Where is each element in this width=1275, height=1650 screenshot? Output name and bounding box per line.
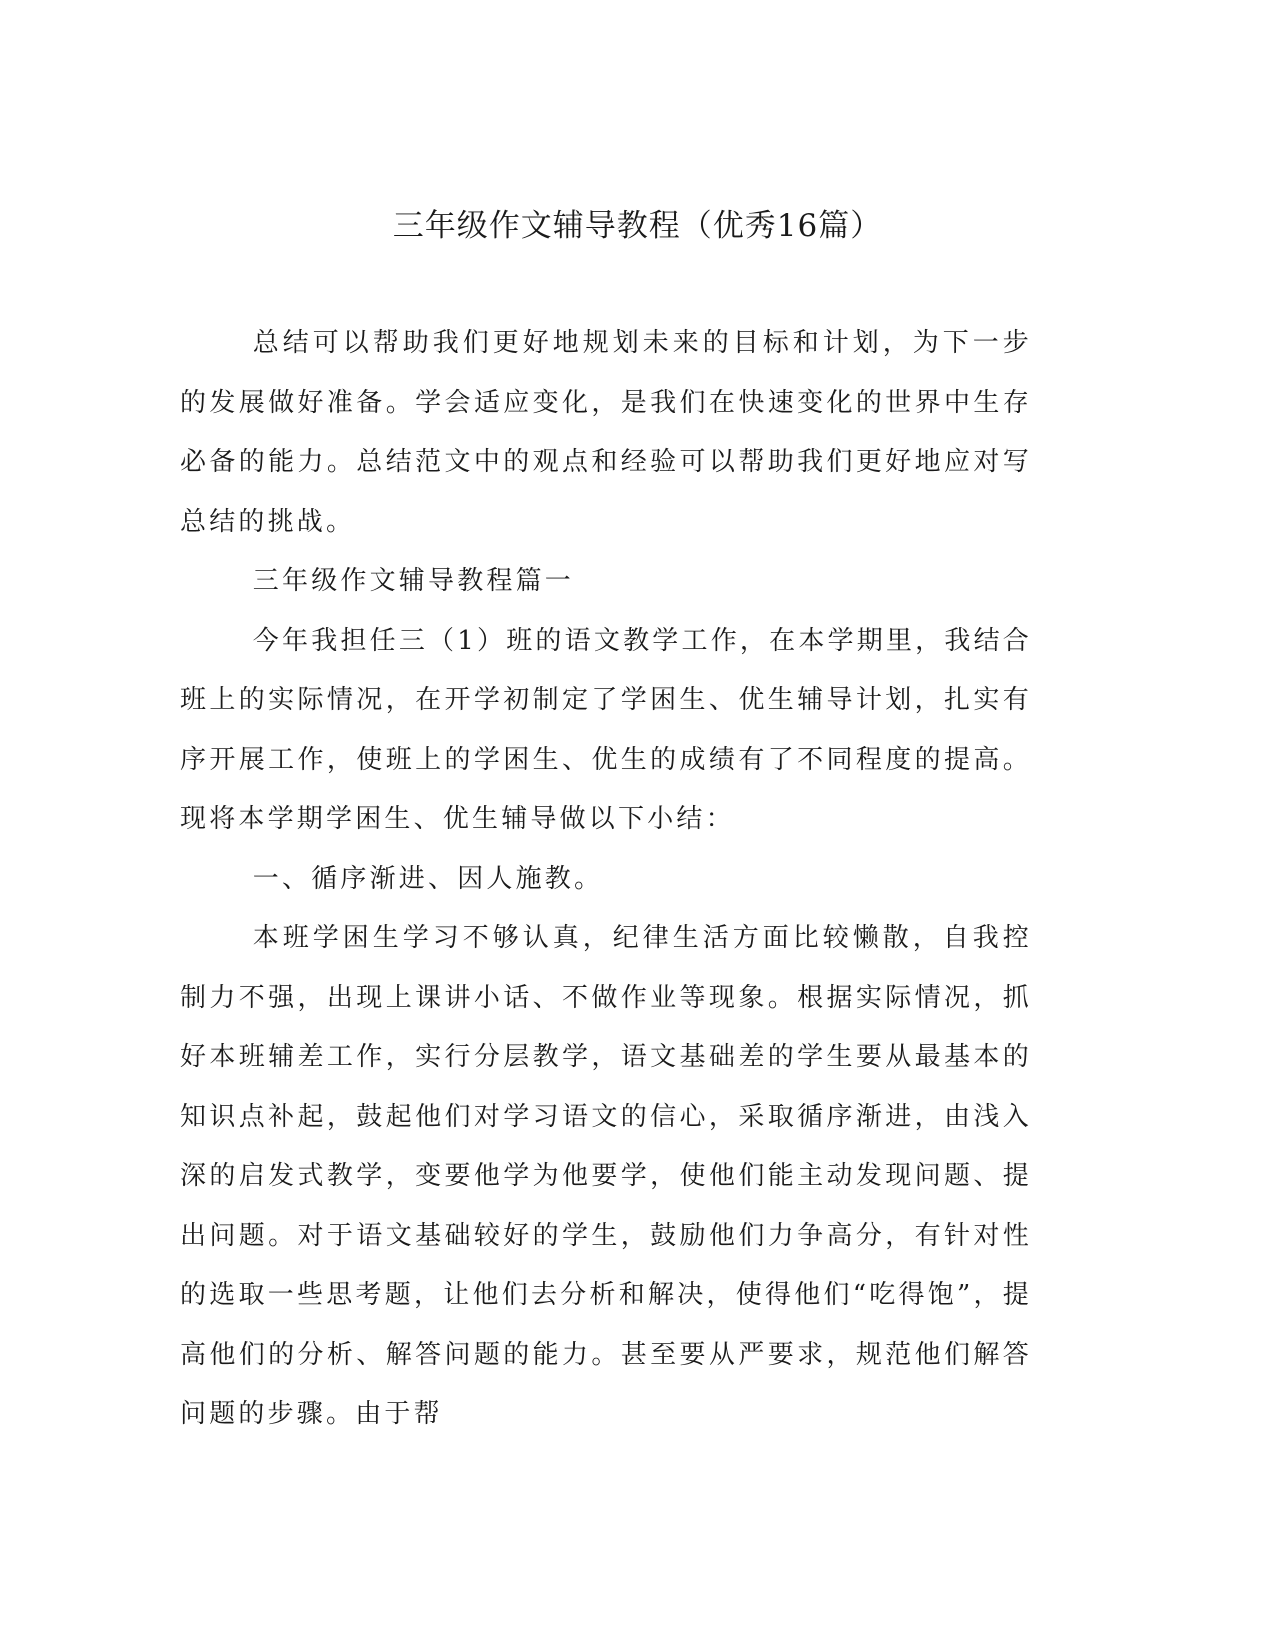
intro-paragraph: 总结可以帮助我们更好地规划未来的目标和计划，为下一步的发展做好准备。学会适应变化，是我们在快速变化的世界中生存必备的能力。总结范文中的观点和经验可以帮助我们更好地应对写总结的挑战。 <box>180 328 1032 537</box>
body-paragraph: 今年我担任三（1）班的语文教学工作，在本学期里，我结合班上的实际情况，在开学初制定了学困生、优生辅导计划，扎实有序开展工作，使班上的学困生、优生的成绩有了不同程度的提高。现将本学期学困生、优生辅导做以下小结： <box>180 625 1032 834</box>
document-title: 三年级作文辅导教程（优秀16篇） <box>392 208 883 244</box>
document-body <box>180 314 1032 1445</box>
subsection-heading: 一、循序渐进、因人施教。 <box>252 863 604 894</box>
section-heading: 三年级作文辅导教程篇一 <box>252 566 574 596</box>
body-paragraph: 本班学困生学习不够认真，纪律生活方面比较懒散，自我控制力不强，出现上课讲小话、不做作业等现象。根据实际情况，抓好本班辅差工作，实行分层教学，语文基础差的学生要从最基本的知识点补起，鼓起他们对学习语文的信心，采取循序渐进，由浅入深的启发式教学，变要他学为他要学，使他们能主动发现问题、提出问题。对于语文基础较好的学生，鼓励他们力争高分，有针对性的选取一些思考题，让他们去分析和解决，使得他们“吃得饱”，提高他们的分析、解答问题的能力。甚至要从严要求，规范他们解答问题的步骤。由于帮 <box>180 923 1032 1429</box>
